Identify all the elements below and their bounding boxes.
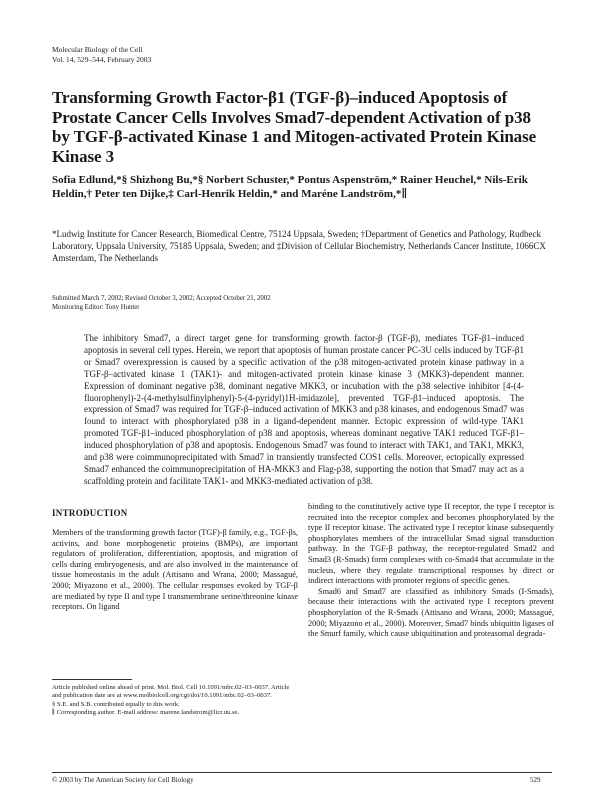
journal-volume: Vol. 14, 529–544, February 2003	[52, 54, 152, 64]
copyright-notice: © 2003 by The American Society for Cell Biology	[52, 776, 194, 784]
submission-dates: Submitted March 7, 2002; Revised October 3, 2002; Accepted October 21, 2002	[52, 295, 271, 302]
intro-paragraph-2: Smad6 and Smad7 are classified as inhibitory Smads (I-Smads), because their interactions with the activated type I receptors prevent phosphorylation of the R-Smads (Attisano and Wrana, 2000; Massagué, 2000; Miyazono et al., 2000). Moreover, Smad7 binds ubiquitin ligases of the Smurf family, which cause ubiquitination and proteasomal degrada-	[308, 586, 554, 639]
left-column	[52, 508, 298, 613]
footnotes: Article published online ahead of print. Mol. Biol. Cell 10.1091/mbc.02–03–0037. Article and publication date are at www.molbiolcell.org/cgi/doi/10.1091/mbc.02–03–0037. § S.E. and S.B. contributed equally to this work. ∥ Corresponding author. E-mail address: marene.landstrom@licr.uu.se.	[52, 684, 290, 716]
abstract: The inhibitory Smad7, a direct target gene for transforming growth factor-β (TGF-β), mediates TGF-β1–induced apoptosis in several cell types. Herein, we report that apoptosis of human prostate cancer PC-3U cells induced by TGF-β1 or Smad7 overexpression is caused by a specific activation of the p38 mitogen-activated protein kinase pathway in a TGF-β–activated kinase 1 (TAK1)- and mitogen-activated protein kinase kinase 3 (MKK3)-dependent manner. Expression of dominant negative p38, dominant negative MKK3, or incubation with the p38 selective inhibitor [4-(4-fluorophenyl)-2-(4-methylsulfinylphenyl)-5-(4-pyridyl)1H-imidazole], prevented TGF-β1–induced apoptosis. The expression of Smad7 was required for TGF-β–induced activation of MKK3 and p38 kinases, and endogenous Smad7 was found to interact with phosphorylated p38 in a ligand-dependent manner. Ectopic expression of wild-type TAK1 promoted TGF-β1–induced phosphorylation of p38 and apoptosis, whereas dominant negative TAK1 reduced TGF-β1–induced phosphorylation of p38 and apoptosis. Endogenous Smad7 was found to interact with TAK1, and TAK1, MKK3, and p38 were coimmunoprecipitated with Smad7 in transiently transfected COS1 cells. Moreover, ectopically expressed Smad7 enhanced the coimmunoprecipitation of HA-MKK3 and Flag-p38, supporting the notion that Smad7 may act as a scaffolding protein and facilitate TAK1- and MKK3-mediated activation of p38.	[84, 333, 524, 486]
intro-paragraph-1: Members of the transforming growth factor (TGF)-β family, e.g., TGF-βs, activins, and bone morphogenetic proteins (BMPs), are important regulators of proliferation, differentiation, apoptosis, and migration of cells during embryogenesis, and are also involved in the maintenance of tissue homeostasis in the adult (Attisano and Wrana, 2000; Massagué, 2000; Miyazono et al., 2000). The cellular responses evoked by TGF-β are mediated by type II and type I transmembrane serine/threonine kinase receptors. On ligand	[52, 528, 299, 612]
article-title: Transforming Growth Factor-β1 (TGF-β)–induced Apoptosis of Prostate Cancer Cells Involves Smad7-dependent Activation of p38 by TGF-β-activated Kinase 1 and Mitogen-activated Protein Kinase Kinase 3	[52, 88, 537, 166]
author-list: Sofia Edlund,*§ Shizhong Bu,*§ Norbert Schuster,* Pontus Aspenström,* Rainer Heuchel,* Nils-Erik Heldin,† Peter ten Dijke,‡ Carl-Henrik Heldin,* and Maréne Landström,*∥	[52, 174, 528, 200]
journal-name: Molecular Biology of the Cell	[52, 45, 143, 54]
affiliations: *Ludwig Institute for Cancer Research, Biomedical Centre, 75124 Uppsala, Sweden; †Department of Genetics and Pathology, Rudbeck Laboratory, Uppsala University, 75185 Uppsala, Sweden; and ‡Division of Cellular Biochemistry, Netherlands Cancer Institute, 1066CX Amsterdam, The Netherlands	[52, 229, 546, 263]
section-heading-introduction: INTRODUCTION	[52, 508, 128, 518]
monitoring-editor: Monitoring Editor: Tony Hunter	[52, 304, 140, 311]
journal-header	[52, 45, 151, 64]
footer-divider	[52, 772, 552, 773]
article-dates	[52, 294, 271, 312]
right-column	[308, 502, 554, 640]
footnote-divider	[52, 679, 132, 680]
page-number: 529	[530, 776, 541, 784]
intro-paragraph-continued: binding to the constitutively active type II receptor, the type I receptor is recruited into the receptor complex and becomes phosphorylated by the type II receptor kinase. The activated type I receptor kinase subsequently phosphorylates members of the intracellular Smad signal transduction pathway. In the TGF-β pathway, the receptor-regulated Smad2 and Smad3 (R-Smads) form complexes with co-Smad4 that accumulate in the nucleus, where they regulate transcriptional responses by direct or indirect interactions with promoter regions of specific genes.	[308, 502, 554, 586]
